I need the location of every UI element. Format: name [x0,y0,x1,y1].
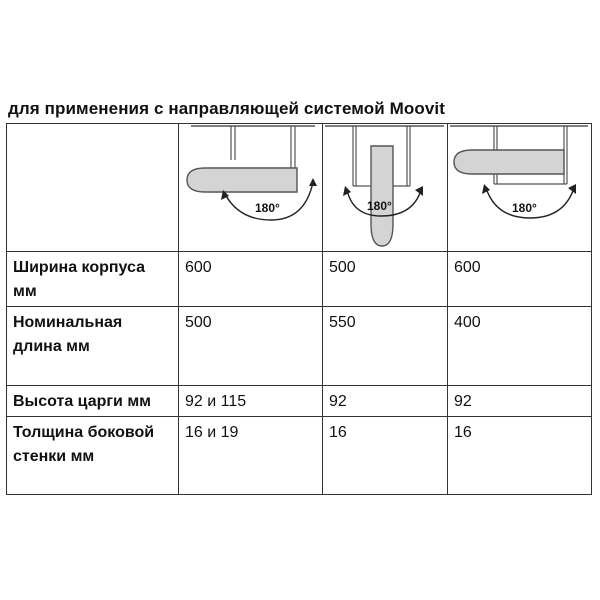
row-label-side-wall: Толщина боковой стенки мм [7,417,179,495]
illustration-cell-3 [448,124,592,252]
row-label-width: Ширина корпуса мм [7,252,179,307]
cell-value: 16 и 19 [179,417,323,495]
cell-value: 600 [448,252,592,307]
cell-value: 500 [179,307,323,386]
angle-label-3: 180° [512,201,537,215]
angle-label-2: 180° [367,199,392,213]
header-empty-cell [7,124,179,252]
cell-value: 92 [323,386,448,417]
angle-label-1: 180° [255,201,280,215]
table-heading: для применения с направляющей системой Moovit [8,99,445,118]
board-vertical-illustration [323,124,446,250]
cell-value: 92 и 115 [179,386,323,417]
row-label-length: Номинальная длина мм [7,307,179,386]
illustration-cell-1 [179,124,323,252]
table-row [7,417,592,495]
cell-value: 500 [323,252,448,307]
cell-value: 400 [448,307,592,386]
spec-table [6,123,592,495]
row-label-apron-height: Высота царги мм [7,386,179,417]
cell-value: 92 [448,386,592,417]
table-row [7,386,592,417]
board-left-illustration [179,124,321,250]
cell-value: 16 [323,417,448,495]
table-row [7,252,592,307]
cell-value: 600 [179,252,323,307]
board-right-illustration [448,124,590,250]
illustration-row [7,124,592,252]
cell-value: 550 [323,307,448,386]
illustration-cell-2 [323,124,448,252]
table-row [7,307,592,386]
cell-value: 16 [448,417,592,495]
